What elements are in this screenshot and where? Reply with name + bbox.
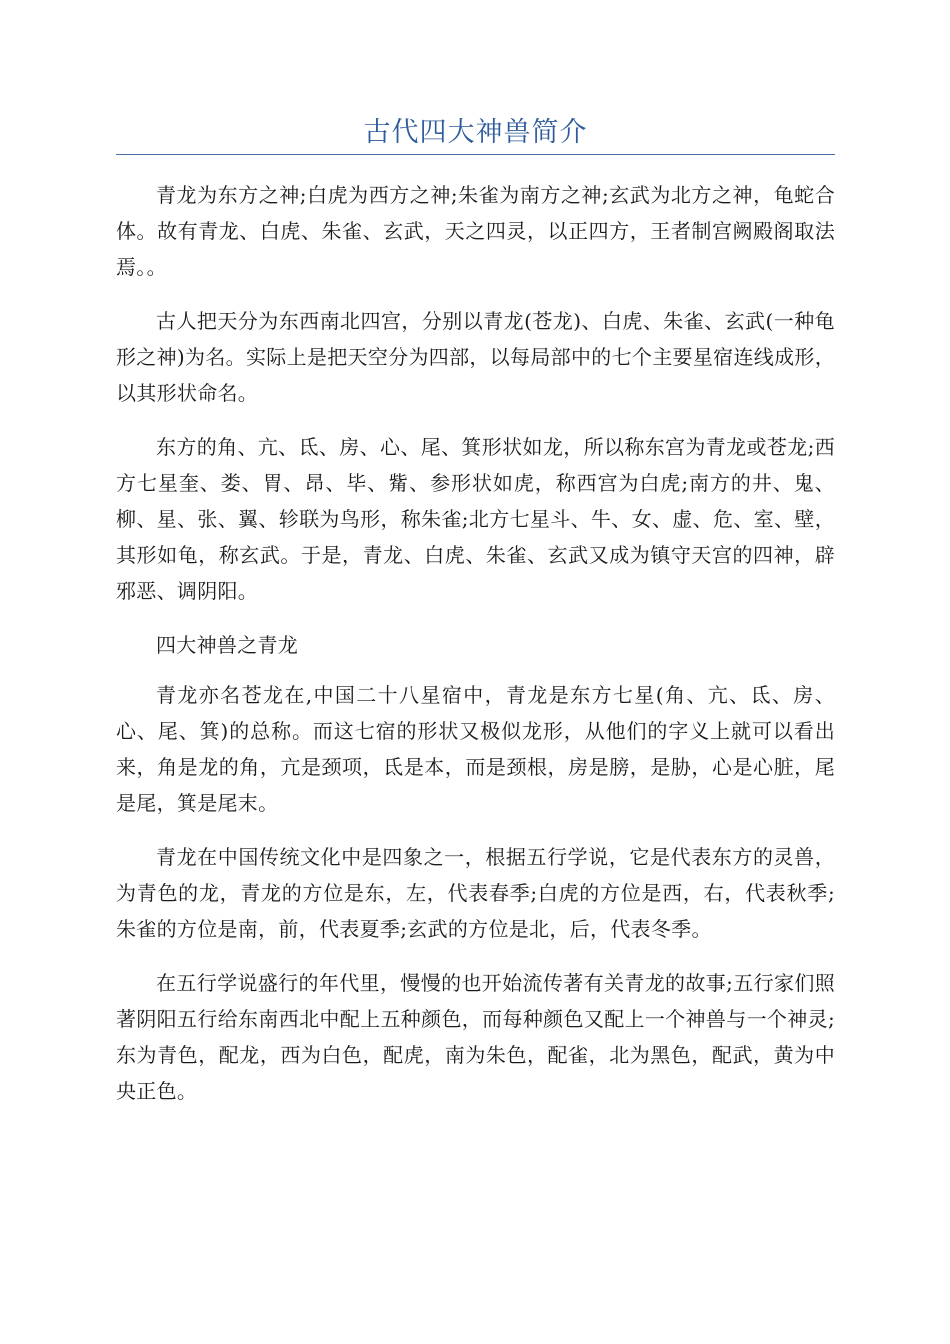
- title-underline: [116, 154, 835, 155]
- section-heading-azure-dragon: 四大神兽之青龙: [156, 633, 299, 657]
- paragraph-five-colors: 在五行学说盛行的年代里，慢慢的也开始流传著有关青龙的故事;五行家们照著阴阳五行给东南西北中配上五种颜色，而每种颜色又配上一个神兽与一个神灵;东为青色，配龙，西为白色，配虎，南为朱色，配雀，北为黑色，配武，黄为中央正色。: [116, 971, 835, 1103]
- paragraph-constellations: 东方的角、亢、氐、房、心、尾、箕形状如龙，所以称东宫为青龙或苍龙;西方七星奎、娄、胃、昂、毕、觜、参形状如虎，称西宫为白虎;南方的井、鬼、柳、星、张、翼、轸联为鸟形，称朱雀;北方七星斗、牛、女、虚、危、室、壁，其形如龟，称玄武。于是，青龙、白虎、朱雀、玄武又成为镇守天宫的四神，辟邪恶、调阴阳。: [116, 435, 835, 603]
- document-title: 古代四大神兽简介: [363, 117, 588, 148]
- paragraph-four-gods-intro: 青龙为东方之神;白虎为西方之神;朱雀为南方之神;玄武为北方之神，龟蛇合体。故有青龙、白虎、朱雀、玄武，天之四灵，以正四方，王者制宫阙殿阁取法焉。。: [116, 183, 835, 279]
- paragraph-azure-dragon-stars: 青龙亦名苍龙在,中国二十八星宿中，青龙是东方七星(角、亢、氐、房、心、尾、箕)的总称。而这七宿的形状又极似龙形，从他们的字义上就可以看出来，角是龙的角，亢是颈项，氐是本，而是颈根，房是膀，是胁，心是心脏，尾是尾，箕是尾末。: [116, 683, 835, 815]
- document-page: [116, 112, 835, 1127]
- paragraph-four-palaces: 古人把天分为东西南北四宫，分别以青龙(苍龙)、白虎、朱雀、玄武(一种龟形之神)为名。实际上是把天空分为四部，以每局部中的七个主要星宿连线成形，以其形状命名。: [116, 309, 835, 405]
- paragraph-five-phases-directions: 青龙在中国传统文化中是四象之一，根据五行学说，它是代表东方的灵兽，为青色的龙，青龙的方位是东，左，代表春季;白虎的方位是西，右，代表秋季;朱雀的方位是南，前，代表夏季;玄武的方位是北，后，代表冬季。: [116, 845, 835, 941]
